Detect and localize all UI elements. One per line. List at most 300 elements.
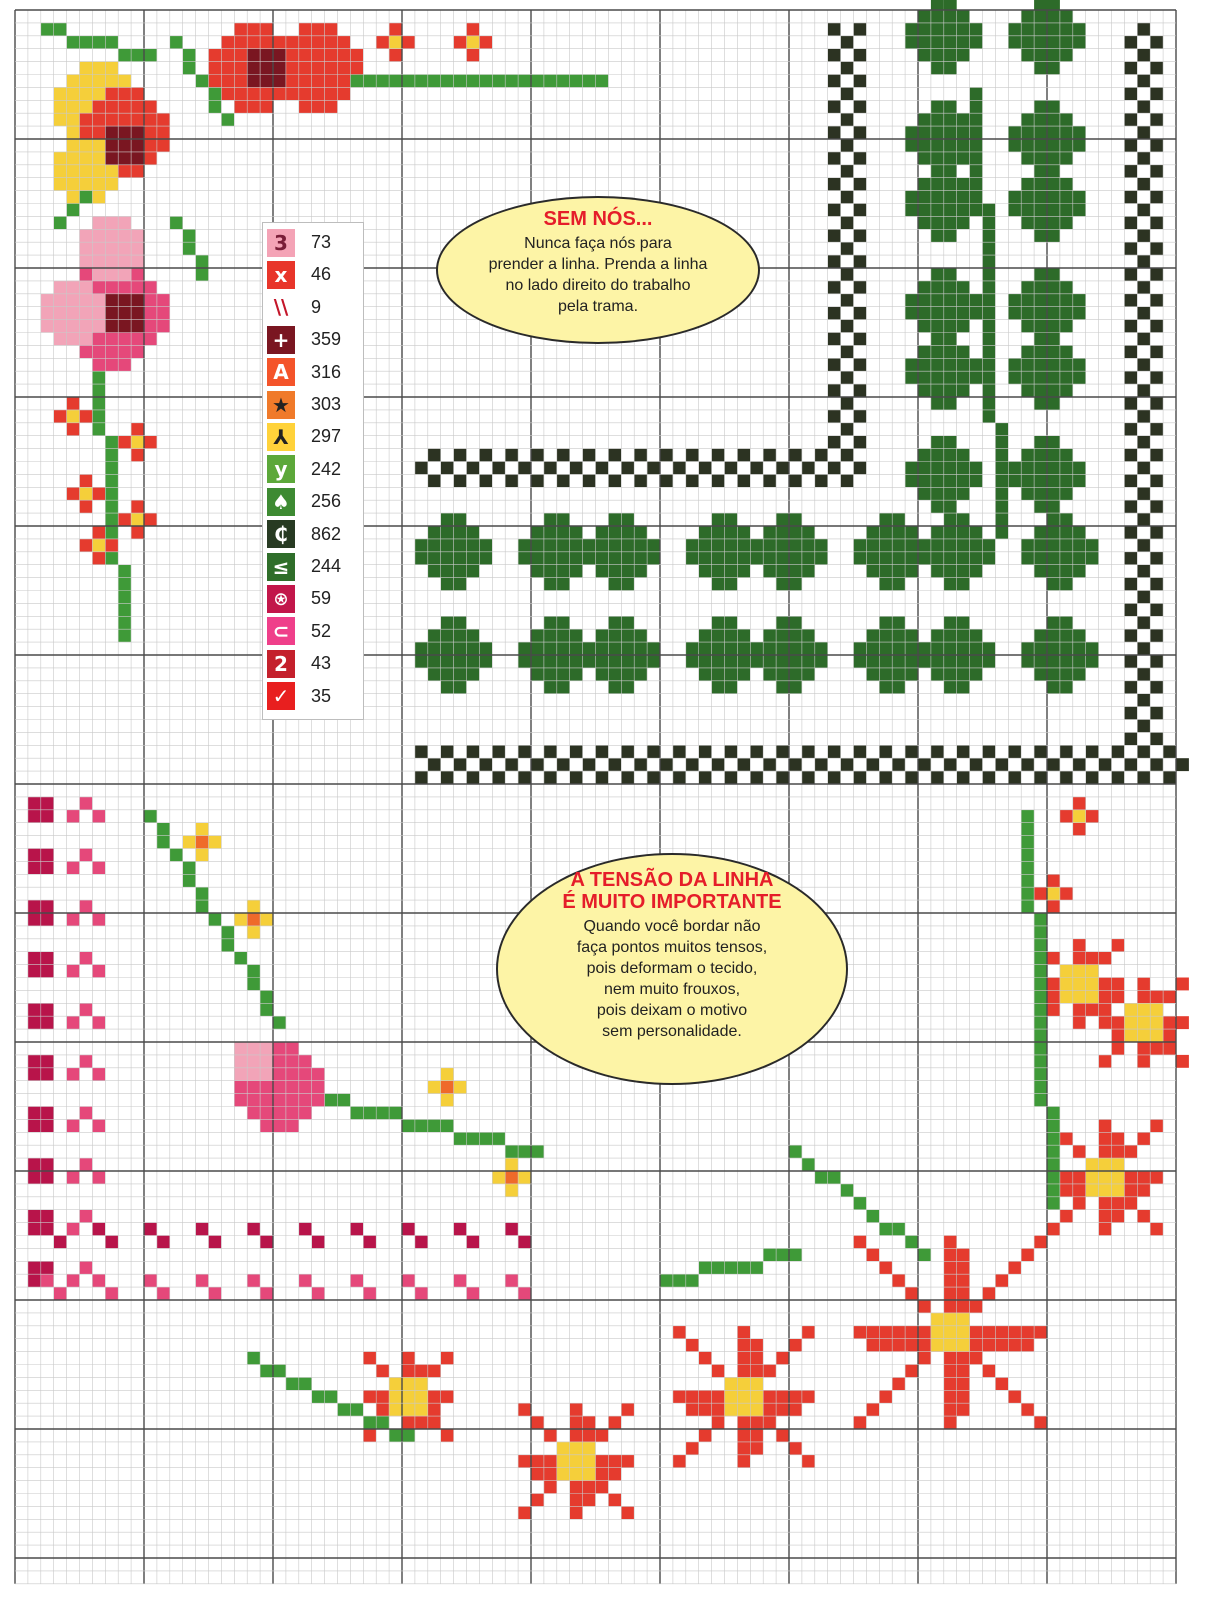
rose-motif-stitch [260, 1094, 273, 1107]
poinsettia-stitch [944, 1403, 957, 1416]
bud-stitch [389, 23, 402, 36]
clover-leaf-stitch [1034, 474, 1047, 487]
clover-leaf-stitch [918, 655, 931, 668]
check-square-stitch [41, 1119, 54, 1132]
clover-leaf-stitch [1060, 449, 1073, 462]
clover-leaf-stitch [931, 281, 944, 294]
bud-stitch [80, 410, 93, 423]
clover-leaf-stitch [905, 526, 918, 539]
border-band-stitch [1150, 655, 1163, 668]
rose-motif-stitch [312, 62, 325, 75]
poinsettia-stitch [776, 1429, 789, 1442]
rose-motif-stitch [234, 23, 247, 36]
check-square-stitch [28, 1158, 41, 1171]
clover-leaf-stitch [1073, 629, 1086, 642]
poinsettia-stitch [931, 1313, 944, 1326]
rose-motif-stitch [80, 255, 93, 268]
border-band-stitch [1124, 732, 1137, 745]
clover-leaf-stitch [608, 629, 621, 642]
clover-leaf-stitch [918, 191, 931, 204]
clover-leaf-stitch [544, 681, 557, 694]
stem-stitch [995, 474, 1008, 487]
tip-title-line: A TENSÃO DA LINHA [570, 869, 774, 891]
clover-leaf-stitch [931, 216, 944, 229]
border-band-stitch [918, 758, 931, 771]
leaf-stitch [1047, 1119, 1060, 1132]
rose-motif-stitch [105, 87, 118, 100]
border-band-stitch [854, 49, 867, 62]
leaf-stitch [105, 462, 118, 475]
clover-leaf-stitch [1073, 126, 1086, 139]
leaf-stitch [1034, 926, 1047, 939]
clover-leaf-stitch [441, 578, 454, 591]
rose-motif-stitch [247, 62, 260, 75]
clover-leaf-stitch [712, 642, 725, 655]
bud-stitch [260, 913, 273, 926]
legend-symbol-swatch: ₵ [267, 520, 295, 548]
rose-motif-stitch [118, 229, 131, 242]
border-band-stitch [1137, 771, 1150, 784]
clover-leaf-stitch [879, 616, 892, 629]
rose-motif-stitch [54, 152, 67, 165]
bud-stitch [67, 397, 80, 410]
clover-leaf-stitch [1047, 397, 1060, 410]
clover-leaf-stitch [1034, 629, 1047, 642]
poinsettia-stitch [415, 1403, 428, 1416]
rose-motif-stitch [299, 62, 312, 75]
vine-stitch [157, 823, 170, 836]
border-band-stitch [1124, 87, 1137, 100]
clover-leaf-stitch [957, 474, 970, 487]
border-band-stitch [854, 75, 867, 88]
bud-stitch [505, 1171, 518, 1184]
rose-motif-stitch [157, 320, 170, 333]
rose-motif-stitch [118, 294, 131, 307]
leaf-stitch [1021, 810, 1034, 823]
clover-leaf-stitch [1060, 655, 1073, 668]
rose-motif-stitch [131, 139, 144, 152]
clover-leaf-stitch [596, 655, 609, 668]
border-band-stitch [1124, 191, 1137, 204]
border-band-stitch [905, 745, 918, 758]
rose-motif-stitch [118, 345, 131, 358]
leaf-stitch [376, 75, 389, 88]
clover-leaf-stitch [879, 578, 892, 591]
poinsettia-stitch [725, 1377, 738, 1390]
rose-motif-stitch [286, 1055, 299, 1068]
legend-row [267, 389, 355, 420]
clover-leaf-stitch [596, 629, 609, 642]
border-band-stitch [544, 745, 557, 758]
poinsettia-stitch [1099, 952, 1112, 965]
border-band-stitch [828, 75, 841, 88]
border-band-stitch [1150, 707, 1163, 720]
leaf-stitch [105, 513, 118, 526]
clover-leaf-stitch [1034, 333, 1047, 346]
leaf-stitch [892, 1223, 905, 1236]
legend-symbol-swatch: 2 [267, 650, 295, 678]
check-band-stitch [80, 1158, 93, 1171]
rose-motif-stitch [54, 294, 67, 307]
check-square-stitch [41, 1068, 54, 1081]
check-band-stitch [454, 1274, 467, 1287]
check-band-stitch [415, 1287, 428, 1300]
clover-leaf-stitch [970, 358, 983, 371]
clover-leaf-stitch [1047, 281, 1060, 294]
clover-leaf-stitch [957, 152, 970, 165]
rose-motif-stitch [247, 1107, 260, 1120]
poinsettia-stitch [750, 1377, 763, 1390]
poinsettia-stitch [621, 1403, 634, 1416]
poinsettia-stitch [712, 1403, 725, 1416]
rose-motif-stitch [273, 75, 286, 88]
clover-leaf-stitch [802, 539, 815, 552]
poinsettia-stitch [1086, 1171, 1099, 1184]
stem-stitch [970, 126, 983, 139]
rose-motif-stitch [273, 1094, 286, 1107]
clover-leaf-stitch [750, 655, 763, 668]
clover-leaf-stitch [596, 539, 609, 552]
clover-leaf-stitch [712, 681, 725, 694]
border-band-stitch [1112, 771, 1125, 784]
leaf-stitch [789, 1248, 802, 1261]
rose-motif-stitch [325, 62, 338, 75]
poinsettia-stitch [1150, 1003, 1163, 1016]
leaf-stitch [363, 75, 376, 88]
border-band-stitch [828, 771, 841, 784]
border-band-stitch [583, 449, 596, 462]
vine-stitch [350, 1107, 363, 1120]
border-band-stitch [1137, 668, 1150, 681]
rose-motif-stitch [118, 255, 131, 268]
leaf-stitch [570, 75, 583, 88]
leaf-stitch [312, 1390, 325, 1403]
stem-stitch [995, 513, 1008, 526]
poinsettia-stitch [879, 1261, 892, 1274]
rose-motif-stitch [105, 281, 118, 294]
poinsettia-stitch [892, 1274, 905, 1287]
clover-leaf-stitch [1021, 462, 1034, 475]
poinsettia-stitch [866, 1248, 879, 1261]
rose-motif-stitch [144, 113, 157, 126]
clover-leaf-stitch [1034, 10, 1047, 23]
leaf-stitch [815, 1171, 828, 1184]
clover-leaf-stitch [776, 539, 789, 552]
poinsettia-stitch [1112, 939, 1125, 952]
poinsettia-stitch [531, 1455, 544, 1468]
border-band-stitch [428, 449, 441, 462]
rose-motif-stitch [273, 87, 286, 100]
clover-leaf-stitch [931, 358, 944, 371]
clover-leaf-stitch [596, 668, 609, 681]
border-band-stitch [1124, 242, 1137, 255]
vine-stitch [247, 965, 260, 978]
border-band-stitch [712, 758, 725, 771]
clover-leaf-stitch [1060, 294, 1073, 307]
border-band-stitch [841, 449, 854, 462]
check-square-stitch [28, 1210, 41, 1223]
rose-motif-stitch [338, 62, 351, 75]
border-band-stitch [415, 462, 428, 475]
clover-leaf-stitch [1008, 139, 1021, 152]
clover-leaf-stitch [854, 552, 867, 565]
rose-motif-stitch [80, 139, 93, 152]
clover-leaf-stitch [931, 642, 944, 655]
clover-leaf-stitch [879, 552, 892, 565]
stem-stitch [995, 500, 1008, 513]
check-band-stitch [144, 1274, 157, 1287]
clover-leaf-stitch [970, 526, 983, 539]
clover-leaf-stitch [1034, 100, 1047, 113]
clover-leaf-stitch [1047, 62, 1060, 75]
clover-leaf-stitch [454, 668, 467, 681]
border-band-stitch [1150, 578, 1163, 591]
clover-leaf-stitch [931, 539, 944, 552]
stem-stitch [970, 139, 983, 152]
border-band-stitch [518, 771, 531, 784]
border-band-stitch [467, 771, 480, 784]
check-band-stitch [92, 1171, 105, 1184]
bud-stitch [1047, 874, 1060, 887]
rose-motif-stitch [221, 75, 234, 88]
rose-motif-stitch [67, 165, 80, 178]
stem-stitch [970, 191, 983, 204]
leaf-stitch [350, 75, 363, 88]
clover-leaf-stitch [467, 642, 480, 655]
leaf-stitch [273, 1365, 286, 1378]
clover-leaf-stitch [918, 126, 931, 139]
clover-leaf-stitch [944, 307, 957, 320]
border-band-stitch [531, 474, 544, 487]
check-band-stitch [54, 1287, 67, 1300]
clover-leaf-stitch [1021, 320, 1034, 333]
poinsettia-stitch [570, 1494, 583, 1507]
border-band-stitch [1150, 216, 1163, 229]
leaf-stitch [221, 113, 234, 126]
rose-motif-stitch [80, 345, 93, 358]
border-band-stitch [854, 771, 867, 784]
check-band-stitch [67, 810, 80, 823]
check-band-stitch [80, 797, 93, 810]
clover-leaf-stitch [1047, 307, 1060, 320]
clover-leaf-stitch [879, 539, 892, 552]
rose-motif-stitch [105, 165, 118, 178]
leaf-stitch [1047, 1107, 1060, 1120]
poinsettia-stitch [1008, 1261, 1021, 1274]
legend-row [267, 259, 355, 290]
check-band-stitch [299, 1223, 312, 1236]
leaf-stitch [105, 474, 118, 487]
clover-leaf-stitch [1060, 565, 1073, 578]
rose-motif-stitch [54, 165, 67, 178]
border-band-stitch [647, 745, 660, 758]
clover-leaf-stitch [518, 552, 531, 565]
rose-motif-stitch [54, 113, 67, 126]
rose-motif-stitch [299, 36, 312, 49]
vine-stitch [221, 926, 234, 939]
clover-leaf-stitch [1060, 474, 1073, 487]
clover-leaf-stitch [944, 49, 957, 62]
rose-motif-stitch [299, 75, 312, 88]
border-band-stitch [1034, 771, 1047, 784]
leaf-stitch [92, 36, 105, 49]
clover-leaf-stitch [725, 565, 738, 578]
poinsettia-stitch [944, 1365, 957, 1378]
check-band-stitch [350, 1274, 363, 1287]
rose-motif-stitch [92, 255, 105, 268]
clover-leaf-stitch [1047, 681, 1060, 694]
clover-leaf-stitch [892, 629, 905, 642]
border-band-stitch [737, 449, 750, 462]
vine-stitch [402, 1119, 415, 1132]
poinsettia-stitch [673, 1455, 686, 1468]
border-band-stitch [505, 449, 518, 462]
rose-motif-stitch [67, 178, 80, 191]
poinsettia-stitch [944, 1377, 957, 1390]
rose-motif-stitch [105, 268, 118, 281]
clover-leaf-stitch [957, 526, 970, 539]
rose-motif-stitch [312, 23, 325, 36]
legend-row [267, 324, 355, 355]
poinsettia-stitch [1124, 1145, 1137, 1158]
clover-leaf-stitch [725, 655, 738, 668]
check-square-stitch [41, 1158, 54, 1171]
legend-color-number: 73 [311, 232, 332, 252]
border-band-stitch [1137, 487, 1150, 500]
clover-leaf-stitch [944, 616, 957, 629]
clover-leaf-stitch [763, 565, 776, 578]
poinsettia-stitch [1086, 1003, 1099, 1016]
clover-leaf-stitch [467, 526, 480, 539]
rose-motif-stitch [286, 1068, 299, 1081]
bud-stitch [1060, 887, 1073, 900]
clover-leaf-stitch [608, 526, 621, 539]
rose-motif-stitch [260, 1081, 273, 1094]
check-band-stitch [105, 1236, 118, 1249]
border-band-stitch [1150, 268, 1163, 281]
clover-leaf-stitch [699, 629, 712, 642]
clover-leaf-stitch [763, 668, 776, 681]
bud-stitch [67, 487, 80, 500]
rose-motif-stitch [325, 100, 338, 113]
poinsettia-stitch [931, 1326, 944, 1339]
leaf-stitch [596, 75, 609, 88]
border-band-stitch [879, 771, 892, 784]
clover-leaf-stitch [957, 178, 970, 191]
clover-leaf-stitch [1021, 642, 1034, 655]
clover-leaf-stitch [712, 629, 725, 642]
clover-leaf-stitch [1047, 642, 1060, 655]
rose-motif-stitch [234, 75, 247, 88]
border-band-stitch [841, 474, 854, 487]
clover-leaf-stitch [596, 526, 609, 539]
rose-motif-stitch [286, 1094, 299, 1107]
rose-motif-stitch [312, 1094, 325, 1107]
clover-leaf-stitch [1047, 49, 1060, 62]
clover-leaf-stitch [1060, 371, 1073, 384]
rose-motif-stitch [286, 1081, 299, 1094]
clover-leaf-stitch [608, 539, 621, 552]
leaf-stitch [802, 1158, 815, 1171]
border-band-stitch [621, 462, 634, 475]
rose-motif-stitch [260, 100, 273, 113]
clover-leaf-stitch [1021, 204, 1034, 217]
clover-leaf-stitch [1060, 616, 1073, 629]
border-band-stitch [699, 745, 712, 758]
poinsettia-stitch [1112, 1184, 1125, 1197]
clover-leaf-stitch [1047, 204, 1060, 217]
clover-leaf-stitch [1034, 62, 1047, 75]
poinsettia-stitch [1086, 1184, 1099, 1197]
clover-leaf-stitch [1047, 384, 1060, 397]
poinsettia-stitch [1137, 1042, 1150, 1055]
border-band-stitch [1124, 681, 1137, 694]
leaf-stitch [1047, 1145, 1060, 1158]
clover-leaf-stitch [608, 655, 621, 668]
poinsettia-stitch [957, 1377, 970, 1390]
border-band-stitch [854, 23, 867, 36]
check-square-stitch [28, 1107, 41, 1120]
clover-leaf-stitch [905, 23, 918, 36]
clover-leaf-stitch [763, 539, 776, 552]
rose-motif-stitch [325, 36, 338, 49]
clover-leaf-stitch [918, 152, 931, 165]
legend-symbol-swatch: + [267, 326, 295, 354]
border-band-stitch [1124, 36, 1137, 49]
border-band-stitch [479, 449, 492, 462]
clover-leaf-stitch [1021, 23, 1034, 36]
stem-stitch [995, 436, 1008, 449]
clover-leaf-stitch [905, 126, 918, 139]
tip-bubble-thread-tension [496, 853, 848, 1085]
border-band-stitch [1150, 681, 1163, 694]
leaf-stitch [118, 49, 131, 62]
leaf-stitch [686, 1274, 699, 1287]
clover-leaf-stitch [454, 629, 467, 642]
clover-leaf-stitch [944, 229, 957, 242]
clover-leaf-stitch [1060, 539, 1073, 552]
clover-leaf-stitch [879, 642, 892, 655]
clover-leaf-stitch [1073, 642, 1086, 655]
clover-leaf-stitch [866, 552, 879, 565]
legend-color-number: 244 [311, 556, 342, 576]
clover-leaf-stitch [931, 165, 944, 178]
rose-motif-stitch [286, 36, 299, 49]
clover-leaf-stitch [957, 216, 970, 229]
border-band-stitch [1124, 603, 1137, 616]
stem-stitch [983, 358, 996, 371]
clover-leaf-stitch [1086, 642, 1099, 655]
poinsettia-stitch [531, 1468, 544, 1481]
vine-stitch [531, 1145, 544, 1158]
poinsettia-stitch [970, 1326, 983, 1339]
clover-leaf-stitch [1073, 526, 1086, 539]
border-band-stitch [763, 758, 776, 771]
clover-leaf-stitch [879, 681, 892, 694]
clover-leaf-stitch [750, 642, 763, 655]
clover-leaf-stitch [737, 565, 750, 578]
poinsettia-stitch [802, 1326, 815, 1339]
clover-leaf-stitch [957, 191, 970, 204]
border-band-stitch [1124, 268, 1137, 281]
poinsettia-stitch [854, 1326, 867, 1339]
check-band-stitch [157, 1287, 170, 1300]
stem-stitch [983, 242, 996, 255]
bud-stitch [131, 500, 144, 513]
legend-row [267, 292, 355, 323]
poinsettia-stitch [957, 1403, 970, 1416]
clover-leaf-stitch [544, 578, 557, 591]
